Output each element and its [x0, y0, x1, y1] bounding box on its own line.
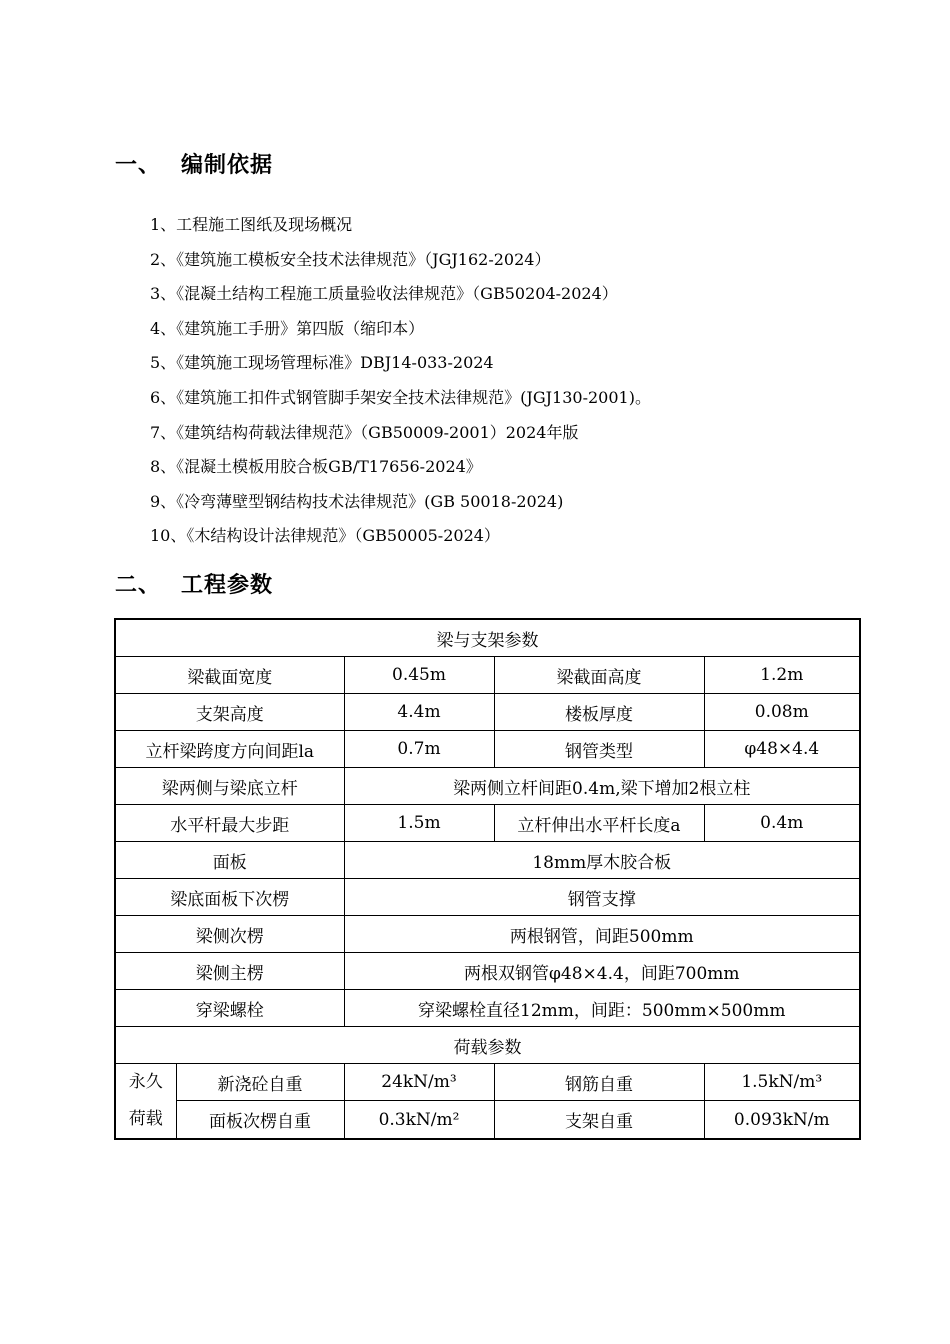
reference-item: 9、《冷弯薄壁型钢结构技术法律规范》(GB 50018-2024) [150, 491, 564, 511]
table-cell: 立杆梁跨度方向间距la [115, 731, 344, 768]
table-cell: 穿梁螺栓 [115, 990, 344, 1027]
table-cell: 0.7m [344, 731, 494, 768]
table-row [115, 731, 860, 768]
table-cell: 支架高度 [115, 694, 344, 731]
table-cell: 18mm厚木胶合板 [344, 842, 860, 879]
table-cell: 0.4m [704, 805, 860, 842]
table-cell: 0.08m [704, 694, 860, 731]
table-cell: 两根钢管，间距500mm [344, 916, 860, 953]
table-cell: 0.093kN/m [704, 1101, 860, 1139]
permanent-load-label-line1: 永久 [128, 1072, 163, 1092]
reference-item: 5、《建筑施工现场管理标准》DBJ14-033-2024 [150, 353, 494, 373]
table-row [115, 768, 860, 805]
reference-list [150, 212, 651, 558]
table-cell: 楼板厚度 [494, 694, 704, 731]
permanent-load-label-line2: 荷载 [128, 1109, 163, 1129]
permanent-load-label [115, 1064, 176, 1140]
table-cell: 两根双钢管φ48×4.4，间距700mm [344, 953, 860, 990]
table-cell: 梁底面板下次楞 [115, 879, 344, 916]
section-2-title: 工程参数 [181, 573, 274, 598]
table-cell: 钢筋自重 [494, 1064, 704, 1101]
reference-item: 1、工程施工图纸及现场概况 [150, 215, 353, 234]
section-2-heading [115, 568, 273, 599]
table-cell: 水平杆最大步距 [115, 805, 344, 842]
reference-item: 8、《混凝土模板用胶合板GB/T17656-2024》 [150, 457, 482, 477]
section-1-heading [115, 148, 273, 179]
reference-item: 2、《建筑施工模板安全技术法律规范》（JGJ162-2024） [150, 249, 551, 269]
reference-item: 4、《建筑施工手册》第四版（缩印本） [150, 318, 425, 338]
table-cell: 梁侧主楞 [115, 953, 344, 990]
table-cell: 1.5kN/m³ [704, 1064, 860, 1101]
load-params-header: 荷载参数 [115, 1027, 860, 1064]
table-cell: 新浇砼自重 [176, 1064, 344, 1101]
table-cell: 穿梁螺栓直径12mm，间距：500mm×500mm [344, 990, 860, 1027]
table-cell: 面板 [115, 842, 344, 879]
table-cell: 梁侧次楞 [115, 916, 344, 953]
table-row [115, 990, 860, 1027]
table-row [115, 953, 860, 990]
reference-item: 10、《木结构设计法律规范》（GB50005-2024） [150, 526, 500, 546]
beam-support-header: 梁与支架参数 [115, 619, 860, 657]
reference-item: 3、《混凝土结构工程施工质量验收法律规范》（GB50204-2024） [150, 284, 618, 304]
table-row [115, 805, 860, 842]
table-cell: 钢管支撑 [344, 879, 860, 916]
table-cell: 面板次楞自重 [176, 1101, 344, 1139]
table-row [115, 619, 860, 657]
table-cell: 支架自重 [494, 1101, 704, 1139]
table-cell: 梁两侧立杆间距0.4m,梁下增加2根立柱 [344, 768, 860, 805]
table-cell: 梁截面宽度 [115, 657, 344, 694]
table-cell: 梁两侧与梁底立杆 [115, 768, 344, 805]
table-row [115, 916, 860, 953]
table-row [115, 842, 860, 879]
table-cell: φ48×4.4 [704, 731, 860, 768]
table-cell: 24kN/m³ [344, 1064, 494, 1101]
table-row [115, 879, 860, 916]
table-cell: 1.2m [704, 657, 860, 694]
table-cell: 0.45m [344, 657, 494, 694]
table-cell: 0.3kN/m² [344, 1101, 494, 1139]
table-cell: 立杆伸出水平杆长度a [494, 805, 704, 842]
parameters-table [114, 618, 861, 1140]
section-1-number: 一、 [115, 153, 162, 178]
table-row [115, 1027, 860, 1064]
reference-item: 7、《建筑结构荷载法律规范》（GB50009-2001）2024年版 [150, 422, 579, 442]
table-row [115, 657, 860, 694]
section-2-number: 二、 [115, 573, 162, 598]
section-1-title: 编制依据 [181, 153, 274, 178]
table-cell: 1.5m [344, 805, 494, 842]
table-cell: 4.4m [344, 694, 494, 731]
table-cell: 钢管类型 [494, 731, 704, 768]
table-row [115, 1101, 860, 1139]
table-row [115, 694, 860, 731]
table-row [115, 1064, 860, 1101]
table-cell: 梁截面高度 [494, 657, 704, 694]
reference-item: 6、《建筑施工扣件式钢管脚手架安全技术法律规范》(JGJ130-2001)。 [150, 387, 651, 407]
